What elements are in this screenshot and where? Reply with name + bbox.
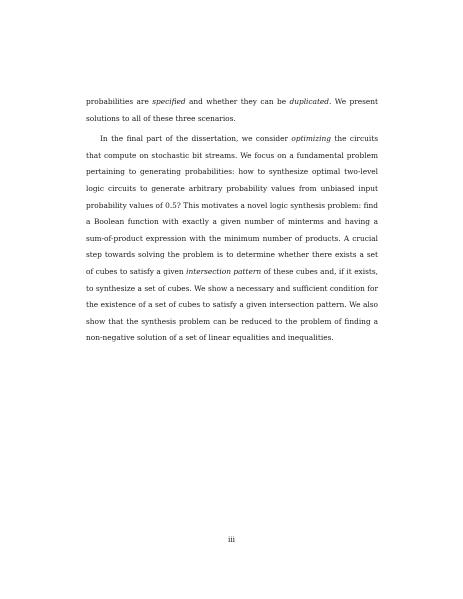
paragraph-two-text-1: In the final part of the dissertation, we consider [100,134,292,144]
paragraph-two-text-3: of these cubes and, if it exists, to synthesize a set of cubes. We show a necessary and sufficient condition for the existence of a set of cubes to satisfy a given intersection pattern. We also show that the synthesis problem can be reduced to the problem of finding a non-negative solution of a set of linear equalities and inequalities. [86,266,378,343]
paragraph-one-text-2: and whether they can be [185,97,290,106]
page-number: iii [227,535,236,544]
paragraph-two-emphasis-optimizing: optimizing [291,134,332,144]
paragraph-two [86,131,378,347]
paragraph-two-text-2: the circuits that compute on stochastic bit streams. We focus on a fundamental problem pertaining to generating probabilities: how to synthesize optimal two-level logic circuits to generate arbitrary probability values from unbiased input probability values of 0.5? This motivates a novel logic synthesis problem: find a Boolean function with exactly a given number of minterms and having a sum-of-product expression with the minimum number of products. A crucial step towards solving the problem is to determine whether there exists a set of cubes to satisfy a given [86,134,378,276]
body-text [86,94,378,347]
paragraph-two-emphasis-intersection-pattern: intersection pattern [186,266,262,276]
paragraph-one-text-1: probabilities are [86,97,153,106]
paragraph-one-emphasis-duplicated: duplicated [289,97,330,106]
paragraph-one [86,94,378,127]
paragraph-one-text-3: . We present solutions to all of these three scenarios. [86,97,379,123]
paragraph-one-emphasis-specified: specified [152,97,186,106]
